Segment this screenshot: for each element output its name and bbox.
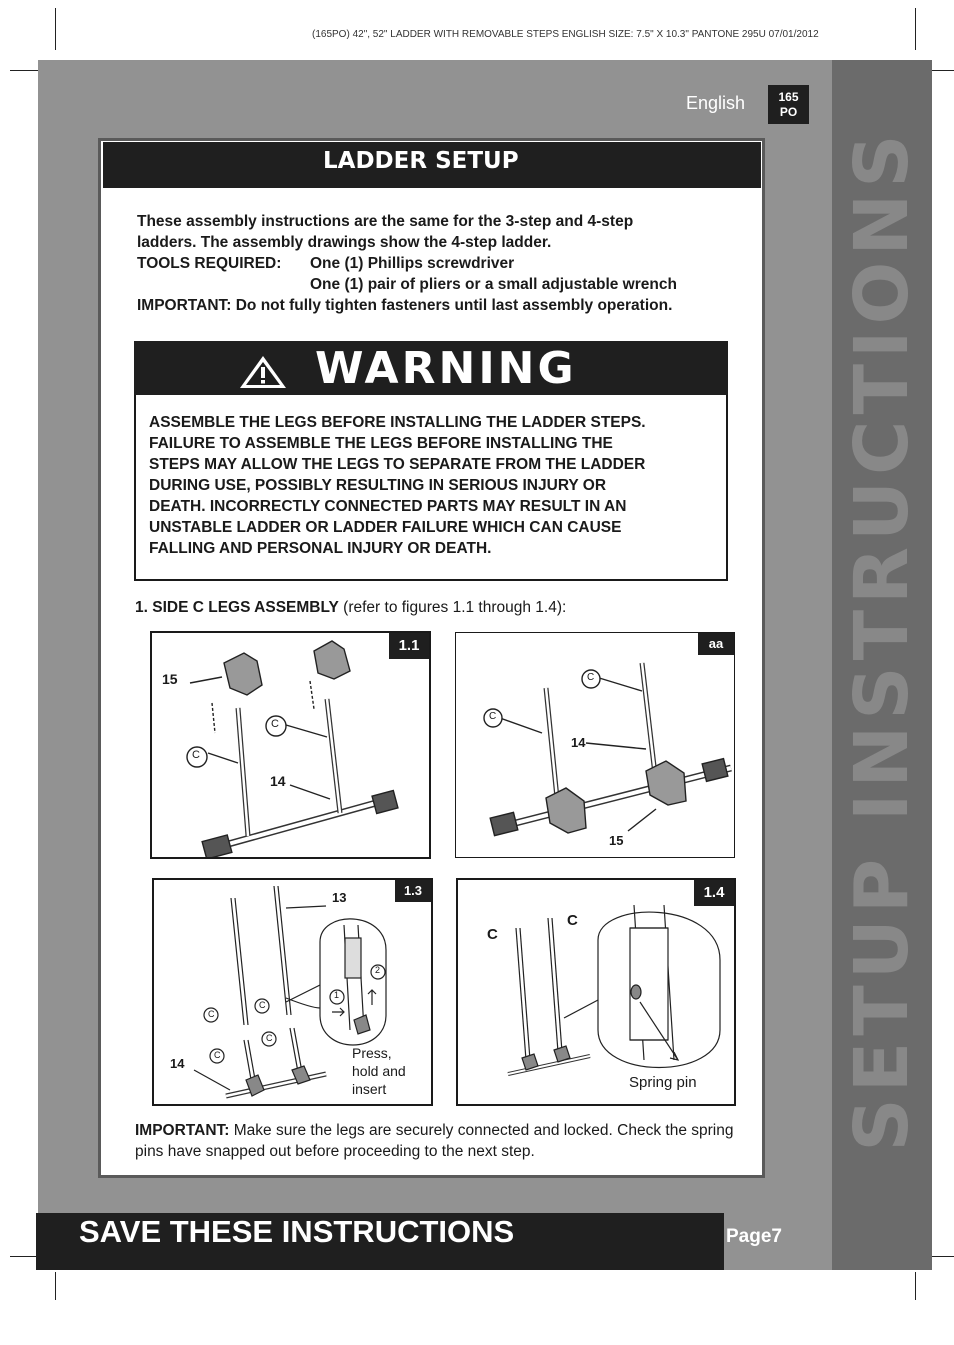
press-caption [352,1044,406,1098]
save-instructions: SAVE THESE INSTRUCTIONS [79,1214,515,1249]
step-title: SIDE C LEGS ASSEMBLY [152,599,339,616]
figure-1-1 [150,631,431,859]
warning-line: STEPS MAY ALLOW THE LEGS TO SEPARATE FROM THE LADDER [149,456,646,473]
callout-c: C [259,1000,266,1010]
callout-c: C [208,1009,215,1019]
callout-c: C [587,672,595,683]
part-label-15: 15 [162,671,178,687]
caption-line: Press, [352,1045,392,1061]
step-ref: (refer to figures 1.1 through 1.4): [338,599,567,616]
callout-c: C [192,749,200,761]
part-label-15: 15 [609,833,624,848]
print-spec-line: (165PO) 42", 52" LADDER WITH REMOVABLE STEPS ENGLISH SIZE: 7.5" X 10.3" PANTONE 295U 07/01/2012 [312,29,819,40]
figure-1-4 [456,878,736,1106]
callout-c: C [214,1050,221,1060]
caption-line: insert [352,1081,387,1097]
step-num-2: 2 [375,965,381,975]
part-label-14: 14 [571,735,586,750]
figure-aa [455,632,735,858]
important-note [135,1120,755,1162]
fig-1-4-drawing [458,880,734,1104]
tool-1: One (1) Phillips screwdriver [310,255,515,272]
warning-triangle-icon [238,354,288,390]
figure-tag: 1.1 [389,633,429,659]
callout-c: C [489,711,497,722]
language-label: English [686,93,746,113]
fig-aa-drawing [456,633,734,857]
step-number: 1. [135,599,148,616]
part-label-14: 14 [270,773,286,789]
callout-c: C [266,1033,273,1043]
figure-tag: 1.3 [395,880,431,902]
warning-line: ASSEMBLE THE LEGS BEFORE INSTALLING THE LADDER STEPS. [149,414,646,431]
fig-1-1-drawing [152,633,429,857]
part-label-14: 14 [170,1056,185,1071]
intro-line-2: ladders. The assembly drawings show the 4-step ladder. [137,234,552,251]
figure-tag: aa [698,633,734,655]
warning-line: DURING USE, POSSIBLY RESULTING IN SERIOUS INJURY OR [149,477,607,494]
side-title-text: SETUP INSTRUCTIONS [839,128,925,1152]
warning-line: DEATH. INCORRECTLY CONNECTED PARTS MAY RESULT IN AN [149,498,627,515]
tools-label: TOOLS REQUIRED: [137,255,282,272]
spring-pin-label: Spring pin [629,1074,697,1091]
caption-line: hold and [352,1063,406,1079]
badge-line-1: 165 [778,90,799,104]
step-1-heading [135,599,566,617]
tool-2: One (1) pair of pliers or a small adjustable wrench [310,276,677,293]
callout-c: C [487,926,498,943]
section-title: LADDER SETUP [323,148,519,174]
badge-line-2: PO [779,105,798,119]
warning-title: WARNING [315,343,577,394]
warning-line: FALLING AND PERSONAL INJURY OR DEATH. [149,540,492,557]
model-badge [768,85,809,124]
step-num-1: 1 [334,990,340,1000]
figure-tag: 1.4 [694,880,734,906]
figure-1-3 [152,878,433,1106]
important-fasteners: IMPORTANT: Do not fully tighten fasteners until last assembly operation. [137,297,673,314]
warning-text [149,412,719,559]
warning-line: FAILURE TO ASSEMBLE THE LEGS BEFORE INSTALLING THE [149,435,613,452]
callout-c: C [567,912,578,929]
warning-line: UNSTABLE LADDER OR LADDER FAILURE WHICH CAN CAUSE [149,519,622,536]
page-number: Page7 [726,1226,782,1247]
important-label: IMPORTANT: [135,1122,230,1139]
callout-c: C [271,718,279,730]
part-label-13: 13 [332,890,347,905]
intro-line-1: These assembly instructions are the same for the 3-step and 4-step [137,213,634,230]
important-text: Make sure the legs are securely connected and locked. Check the spring pins have snapped out before proceeding to the next step. [135,1122,734,1160]
